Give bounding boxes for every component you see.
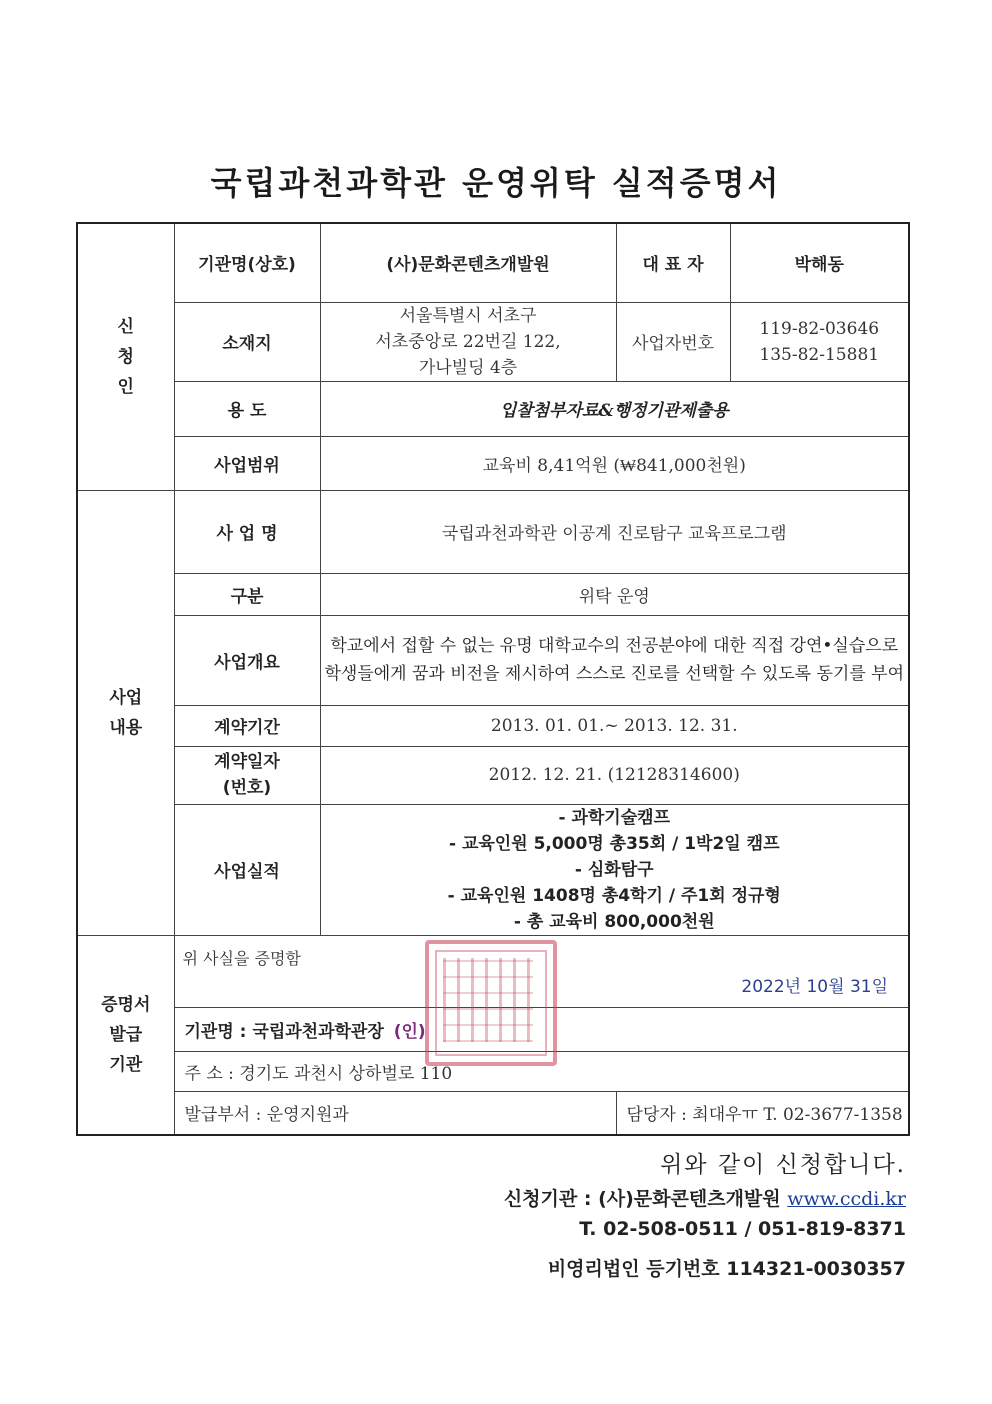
scope-label: 사업범위 — [174, 436, 320, 490]
result-item: - 교육인원 1408명 총4학기 / 주1회 정규형 — [447, 885, 781, 906]
category-label: 구분 — [174, 573, 320, 615]
issuer-address: 주 소 : 경기도 과천시 상하벌로 110 — [174, 1051, 909, 1091]
issuer-section-label: 증명서 발급 기관 — [77, 935, 174, 1135]
issue-date: 2022년 10월 31일 — [741, 976, 888, 997]
result-item: - 교육인원 5,000명 총35회 / 1박2일 캠프 — [448, 833, 780, 854]
website-link[interactable]: www.ccdi.kr — [787, 1188, 906, 1210]
period-label: 계약기간 — [174, 705, 320, 746]
applicant-org: 신청기관 : (사)문화콘텐츠개발원 — [503, 1188, 781, 1210]
seal-mark: (인) — [393, 1021, 426, 1042]
results-list — [320, 804, 909, 935]
overview-label: 사업개요 — [174, 615, 320, 705]
purpose-label: 용 도 — [174, 381, 320, 436]
category: 위탁 운영 — [320, 573, 909, 615]
registration-number: 비영리법인 등기번호 114321-0030357 — [547, 1258, 906, 1280]
org-label: 기관명(상호) — [174, 223, 320, 302]
purpose: 입찰첨부자료&행정기관제출용 — [320, 381, 909, 436]
applicant-section-label: 신 청 인 — [77, 223, 174, 490]
result-item: - 심화탐구 — [574, 859, 654, 880]
apply-statement: 위와 같이 신청합니다. — [660, 1152, 906, 1178]
statement-cell — [174, 935, 909, 1007]
phone-numbers: T. 02-508-0511 / 051-819-8371 — [579, 1218, 906, 1240]
org-name: (사)문화콘텐츠개발원 — [320, 223, 616, 302]
location-label: 소재지 — [174, 302, 320, 381]
official-seal-stamp — [425, 940, 557, 1066]
result-item: - 과학기술캠프 — [558, 807, 670, 828]
certificate-table — [76, 222, 910, 1136]
overview: 학교에서 접할 수 없는 유명 대학교수의 전공분야에 대한 직접 강연•실습으로 학생들에게 꿈과 비전을 제시하여 스스로 진로를 선택할 수 있도록 동기를 부여 — [320, 615, 909, 705]
bizno-label: 사업자번호 — [616, 302, 730, 381]
rep-label: 대 표 자 — [616, 223, 730, 302]
result-item: - 총 교육비 800,000천원 — [513, 911, 715, 932]
applicant-org-line — [504, 1184, 906, 1211]
rep-name: 박해동 — [730, 223, 909, 302]
business-name-label: 사 업 명 — [174, 490, 320, 573]
business-section-label: 사업 내용 — [77, 490, 174, 935]
issuing-dept: 발급부서 : 운영지원과 — [174, 1091, 616, 1135]
results-label: 사업실적 — [174, 804, 320, 935]
contract-date: 2012. 12. 21. (12128314600) — [320, 746, 909, 804]
issuer-org: 기관명 : 국립과천과학관장 — [184, 1021, 384, 1042]
bizno: 119-82-03646 135-82-15881 — [730, 302, 909, 381]
contract-date-label: 계약일자 (번호) — [174, 746, 320, 804]
business-name: 국립과천과학관 이공계 진로탐구 교육프로그램 — [320, 490, 909, 573]
contact-person: 담당자 : 최대우ㅠ T. 02-3677-1358 — [616, 1091, 909, 1135]
scope: 교육비 8,41억원 (₩841,000천원) — [320, 436, 909, 490]
address: 서울특별시 서초구 서초중앙로 22번길 122, 가나빌딩 4층 — [320, 302, 616, 381]
document-title: 국립과천과학관 운영위탁 실적증명서 — [210, 164, 782, 202]
statement: 위 사실을 증명함 — [182, 948, 301, 968]
period: 2013. 01. 01.~ 2013. 12. 31. — [320, 705, 909, 746]
